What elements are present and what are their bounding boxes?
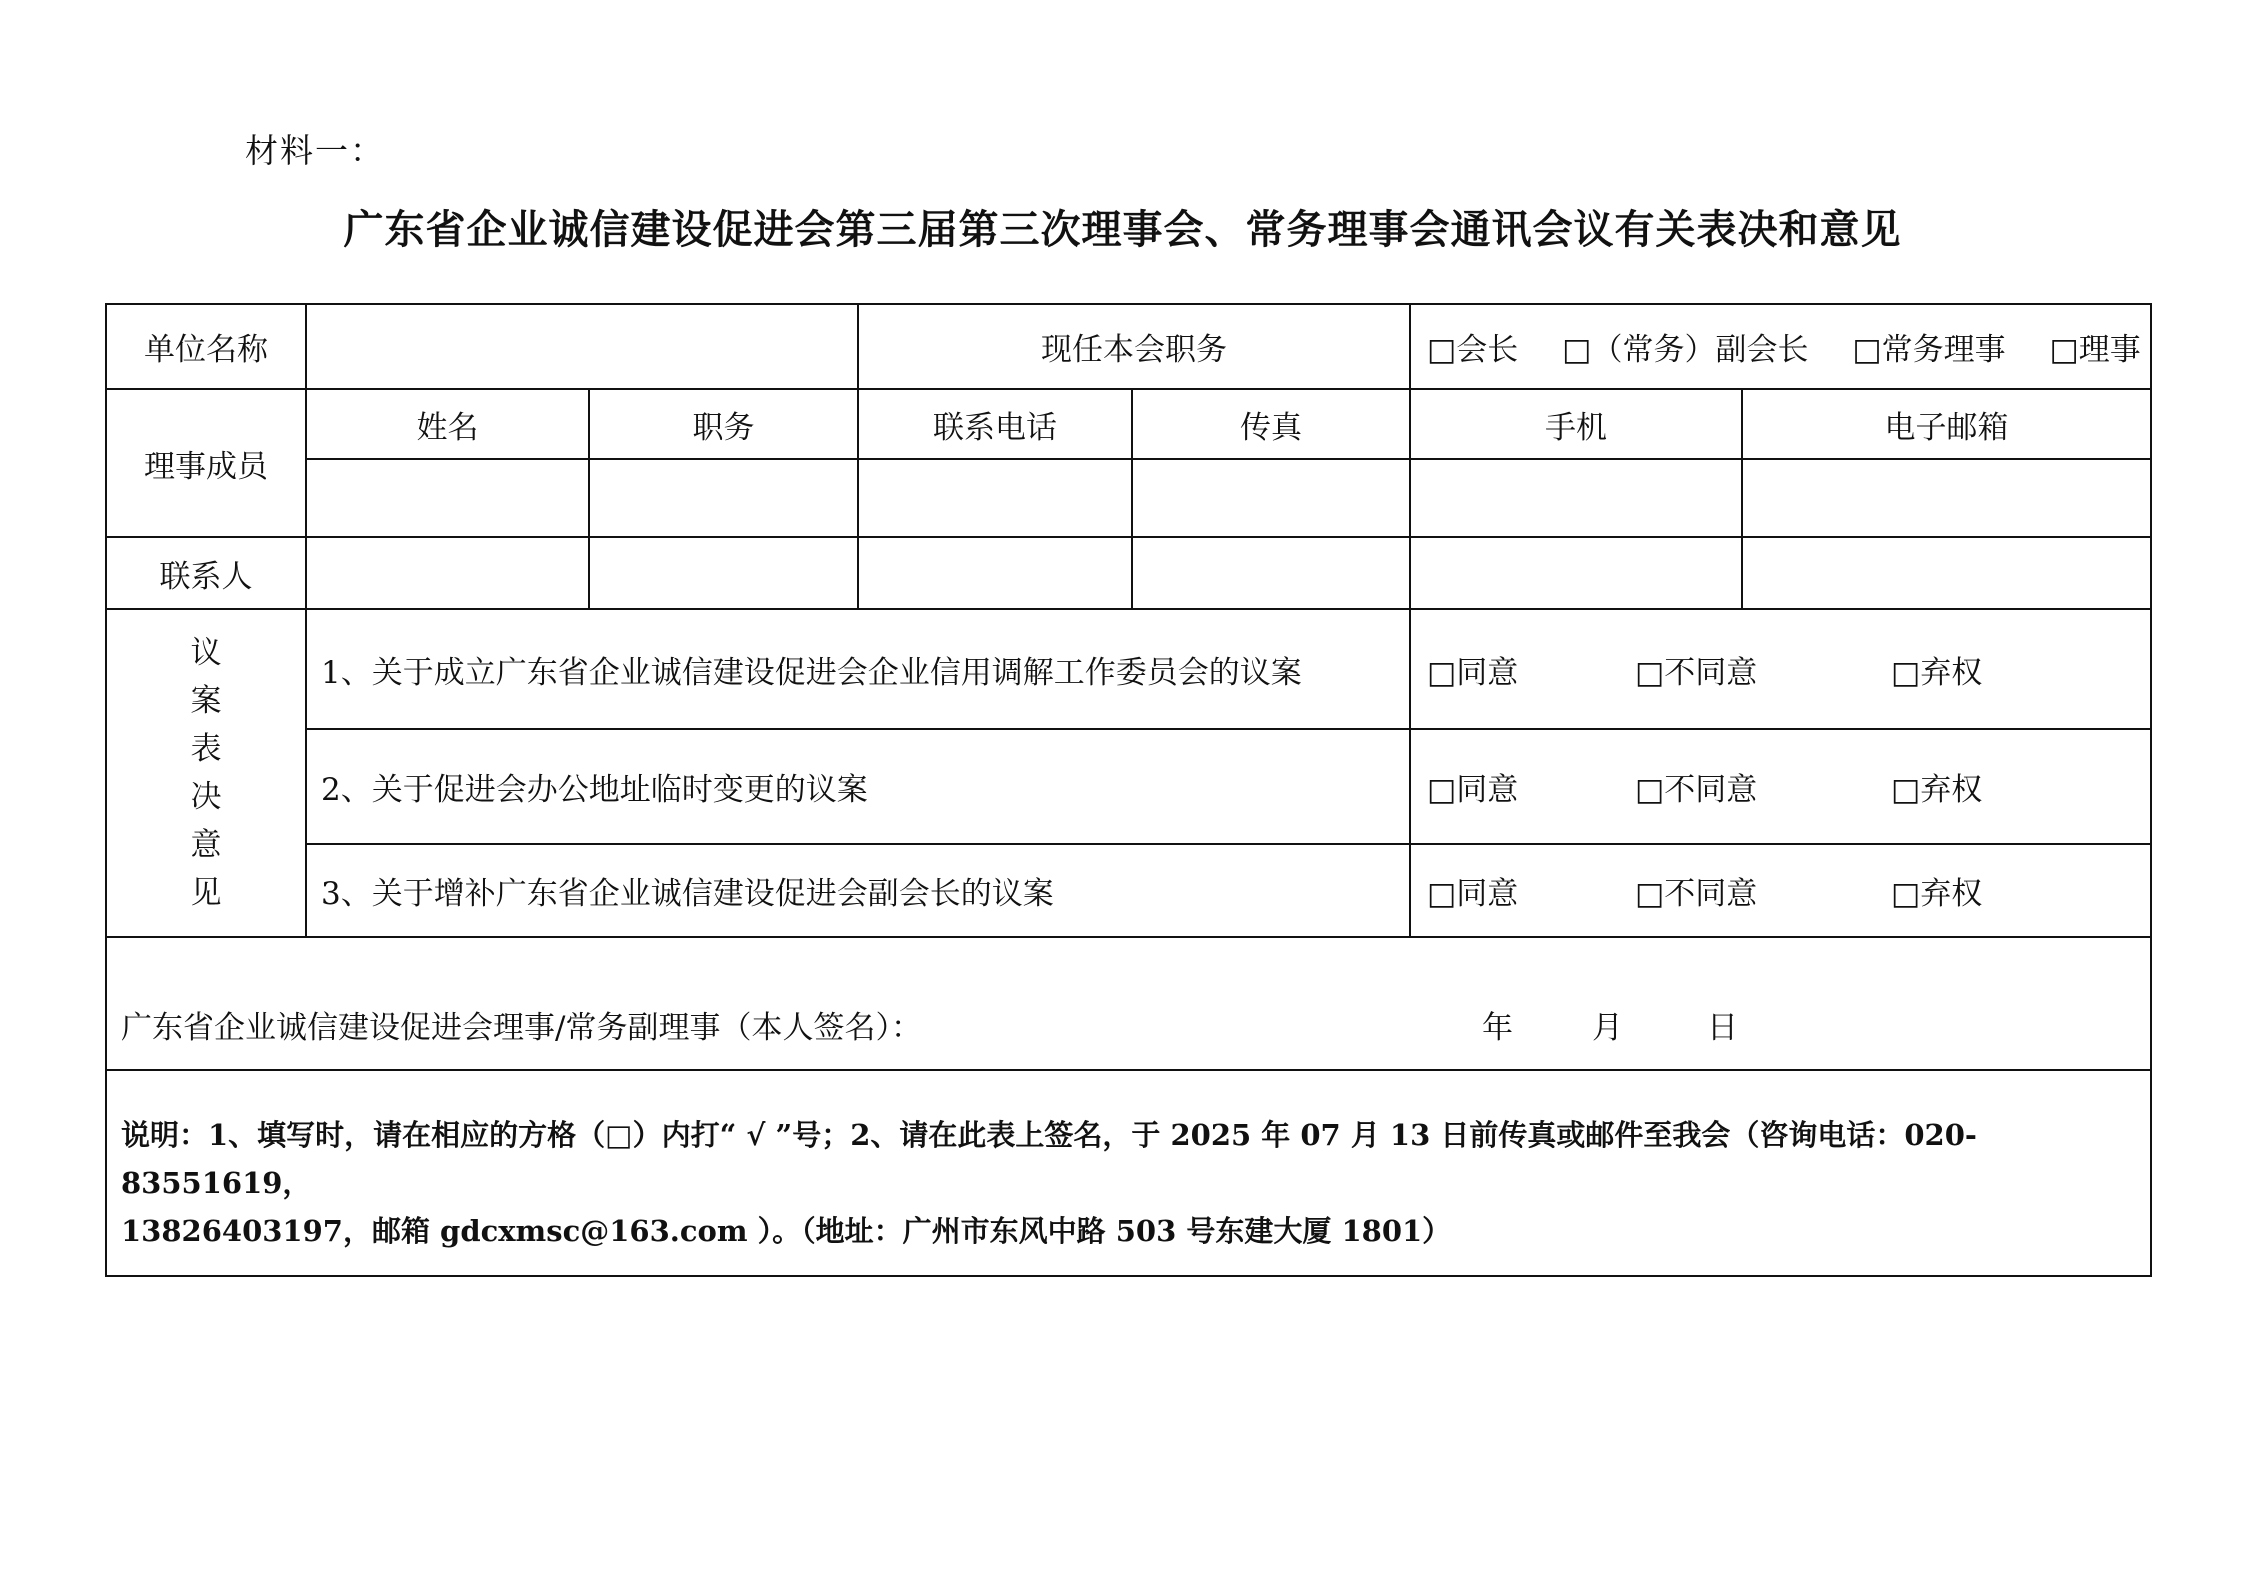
column-header-name: 姓名: [306, 389, 589, 459]
motion-2-text: 2、关于促进会办公地址临时变更的议案: [306, 729, 1410, 844]
resolution-label-char: 议: [190, 635, 222, 671]
motion-2-disagree-option[interactable]: □不同意: [1635, 772, 1758, 808]
role-option-president[interactable]: □会长: [1427, 332, 1519, 368]
director-email-field[interactable]: [1742, 459, 2151, 537]
resolution-label-char: 意: [190, 827, 222, 863]
column-header-email: 电子邮箱: [1742, 389, 2151, 459]
motion-1-agree-option[interactable]: □同意: [1427, 654, 1519, 691]
director-phone-field[interactable]: [858, 459, 1132, 537]
motion-1-abstain-option[interactable]: □弃权: [1891, 654, 1983, 691]
contact-fax-field[interactable]: [1132, 537, 1410, 609]
contact-phone-field[interactable]: [858, 537, 1132, 609]
role-option-executive-director[interactable]: □常务理事: [1852, 332, 2006, 368]
resolution-label-char: 表: [190, 731, 222, 767]
contact-email-field[interactable]: [1742, 537, 2151, 609]
resolution-label-char: 见: [190, 875, 222, 911]
contact-name-field[interactable]: [306, 537, 589, 609]
role-options: [1410, 304, 2151, 389]
contact-mobile-field[interactable]: [1410, 537, 1742, 609]
motion-3-votes: [1410, 844, 2151, 937]
motion-3-text: 3、关于增补广东省企业诚信建设促进会副会长的议案: [306, 844, 1410, 937]
resolution-opinion-label: [106, 609, 306, 937]
material-label: 材料一：: [245, 131, 385, 170]
unit-name-label: 单位名称: [106, 304, 306, 389]
column-header-mobile: 手机: [1410, 389, 1742, 459]
director-member-label: 理事成员: [106, 389, 306, 537]
motion-2-abstain-option[interactable]: □弃权: [1891, 772, 1983, 808]
signature-label: 广东省企业诚信建设促进会理事/常务副理事（本人签名）：: [121, 1010, 922, 1046]
unit-name-field[interactable]: [306, 304, 858, 389]
date-month-label: 月: [1592, 1010, 1623, 1046]
contact-position-field[interactable]: [589, 537, 858, 609]
contact-label: 联系人: [106, 537, 306, 609]
signature-row[interactable]: [106, 937, 2151, 1070]
resolution-label-char: 决: [190, 779, 222, 815]
instructions-note: [106, 1070, 2151, 1276]
note-line-1: 说明：1、填写时，请在相应的方格（□）内打“ √ ”号；2、请在此表上签名，于 2025 年 07 月 13 日前传真或邮件至我会（咨询电话：020-83551619，: [121, 1118, 1977, 1200]
role-option-vice-president[interactable]: □（常务）副会长: [1562, 332, 1809, 368]
director-fax-field[interactable]: [1132, 459, 1410, 537]
document-title: 广东省企业诚信建设促进会第三届第三次理事会、常务理事会通讯会议有关表决和意见: [343, 207, 1902, 253]
column-header-phone: 联系电话: [858, 389, 1132, 459]
note-line-2: 13826403197，邮箱 gdcxmsc@163.com ）。（地址：广州市东风中路 503 号东建大厦 1801）: [121, 1214, 1452, 1248]
role-option-director[interactable]: □理事: [2049, 332, 2141, 368]
director-position-field[interactable]: [589, 459, 858, 537]
column-header-position: 职务: [589, 389, 858, 459]
motion-1-votes: [1410, 609, 2151, 729]
motion-3-disagree-option[interactable]: □不同意: [1635, 876, 1758, 912]
resolution-label-char: 案: [190, 683, 222, 719]
date-day-label: 日: [1707, 1010, 1738, 1046]
motion-1-text: 1、关于成立广东省企业诚信建设促进会企业信用调解工作委员会的议案: [306, 609, 1410, 729]
motion-2-agree-option[interactable]: □同意: [1427, 772, 1519, 808]
voting-form-table: [105, 303, 2152, 1277]
motion-3-abstain-option[interactable]: □弃权: [1891, 876, 1983, 912]
motion-1-disagree-option[interactable]: □不同意: [1635, 654, 1758, 691]
director-mobile-field[interactable]: [1410, 459, 1742, 537]
column-header-fax: 传真: [1132, 389, 1410, 459]
motion-3-agree-option[interactable]: □同意: [1427, 876, 1519, 912]
current-position-label: 现任本会职务: [858, 304, 1410, 389]
date-year-label: 年: [1482, 1010, 1513, 1046]
motion-2-votes: [1410, 729, 2151, 844]
director-name-field[interactable]: [306, 459, 589, 537]
